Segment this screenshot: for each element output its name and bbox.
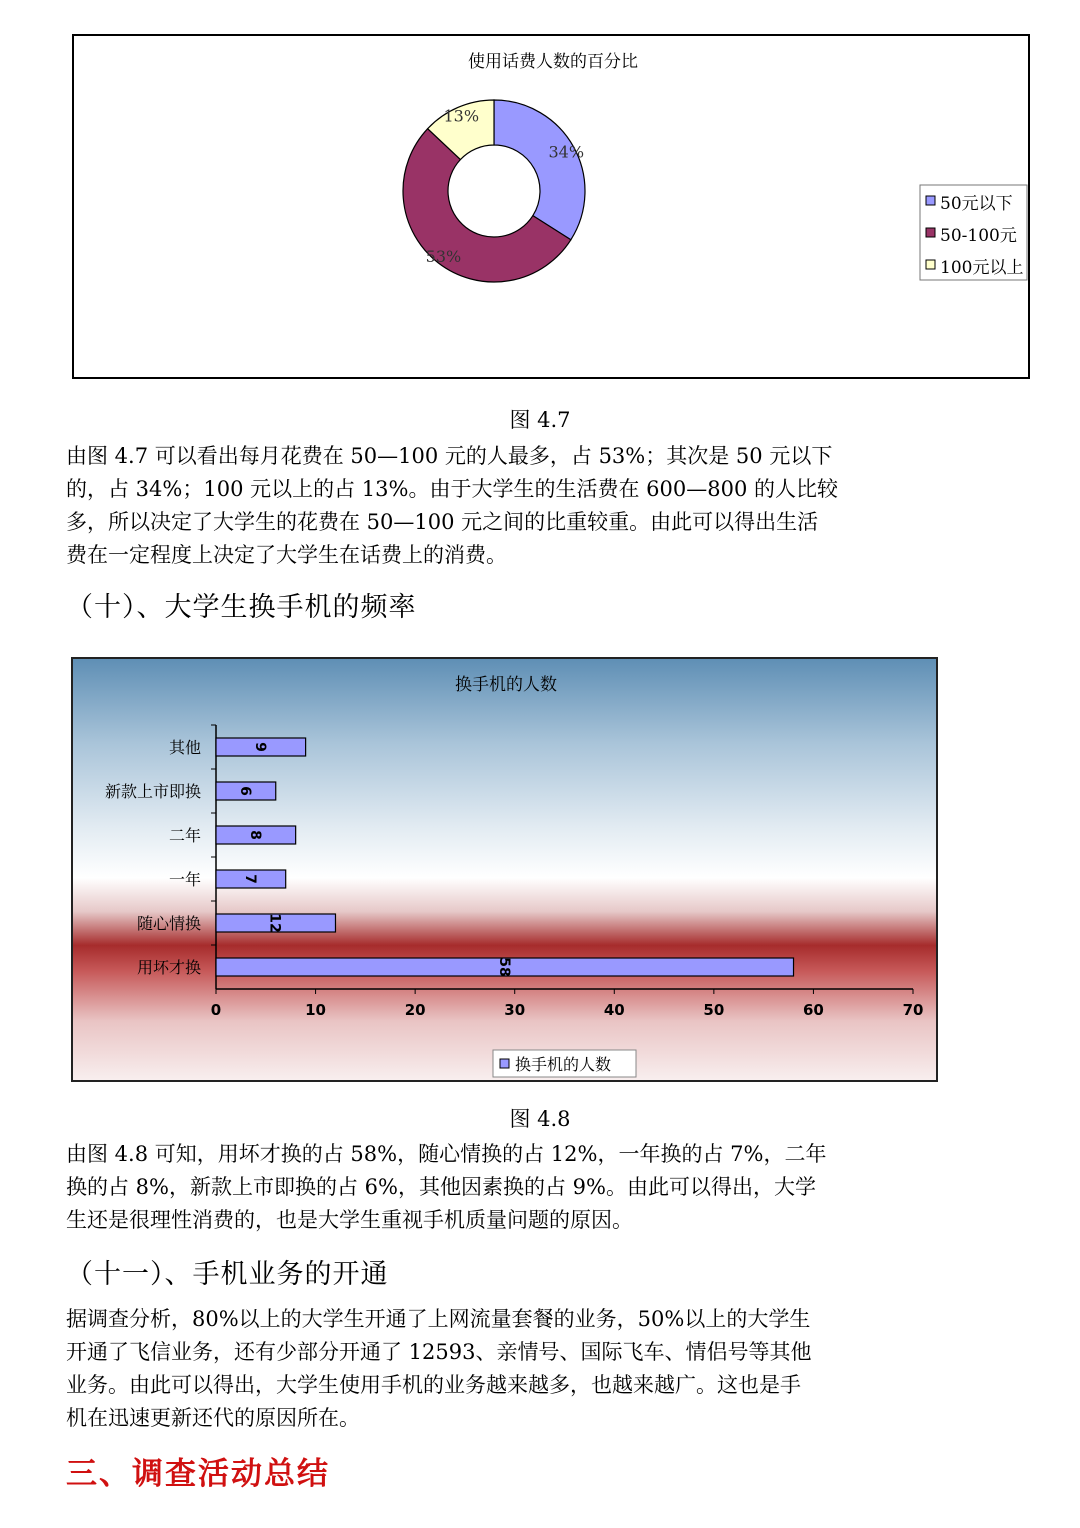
x-tick-label: 60 [802,1001,824,1019]
paragraph-line: 换的占 8%，新款上市即换的占 6%，其他因素换的占 9%。由此可以得出，大学 [66,1175,816,1199]
section-title-3: 三、调查活动总结 [66,1456,330,1492]
category-label: 二年 [168,826,201,845]
x-tick-label: 50 [703,1001,725,1019]
category-label: 随心情换 [136,914,201,933]
bar-chart [71,657,938,1082]
paragraph-line: 费在一定程度上决定了大学生在话费上的消费。 [66,543,507,567]
figure-caption-4-8: 图 4.8 [509,1107,571,1131]
legend-label: 50-100元 [940,226,1017,246]
x-tick-label: 10 [305,1001,327,1019]
legend-label: 50元以下 [940,194,1013,214]
paragraph-line: 开通了飞信业务，还有少部分开通了 12593、亲情号、国际飞车、情侣号等其他 [66,1340,812,1364]
doughnut-slice [494,100,585,240]
legend-label: 100元以上 [940,258,1024,278]
slice-label: 13% [443,106,480,126]
category-label: 其他 [168,738,201,757]
category-label: 新款上市即换 [104,782,201,801]
paragraph-4-8 [66,1138,950,1237]
bar-value-label: 8 [246,830,263,840]
x-tick-label: 30 [504,1001,526,1019]
paragraph-line: 机在迅速更新还代的原因所在。 [66,1406,360,1430]
paragraph-line: 生还是很理性消费的，也是大学生重视手机质量问题的原因。 [66,1208,633,1232]
paragraph-line: 据调查分析，80%以上的大学生开通了上网流量套餐的业务，50%以上的大学生 [66,1307,811,1331]
doughnut-chart [72,34,1030,379]
slice-label: 34% [548,142,585,162]
legend-swatch [926,196,935,205]
paragraph-4-7 [66,440,950,572]
doughnut-chart-svg [74,36,1032,381]
bar-chart-svg [73,659,938,1082]
legend-swatch [500,1059,509,1068]
bar-value-label: 7 [241,874,258,884]
legend-swatch [926,228,935,237]
x-tick-label: 20 [404,1001,426,1019]
x-tick-label: 40 [603,1001,625,1019]
category-label: 一年 [168,870,201,889]
legend-label: 换手机的人数 [515,1055,612,1074]
legend-swatch [926,260,935,269]
paragraph-line: 业务。由此可以得出，大学生使用手机的业务越来越多，也越来越广。这也是手 [66,1373,801,1397]
category-label: 用坏才换 [136,958,201,977]
section-heading-10: （十）、大学生换手机的频率 [66,592,417,623]
section-heading-11: （十一）、手机业务的开通 [66,1259,389,1290]
chart-title: 换手机的人数 [455,675,557,695]
paragraph-line: 由图 4.7 可以看出每月花费在 50—100 元的人最多，占 53%；其次是 50 元以下 [66,444,833,468]
bar-value-label: 12 [266,913,283,933]
bar-value-label: 6 [236,786,253,796]
paragraph-line: 的，占 34%；100 元以上的占 13%。由于大学生的生活费在 600—800 的人比较 [66,477,838,501]
bar-value-label: 9 [251,742,268,752]
paragraph-line: 由图 4.8 可知，用坏才换的占 58%，随心情换的占 12%，一年换的占 7%，二年 [66,1142,827,1166]
figure-caption-4-7: 图 4.7 [509,408,571,432]
bar-value-label: 58 [495,957,512,977]
paragraph-business [66,1303,950,1435]
chart-title: 使用话费人数的百分比 [468,52,638,72]
paragraph-line: 多，所以决定了大学生的花费在 50—100 元之间的比重较重。由此可以得出生活 [66,510,819,534]
x-tick-label: 0 [210,1001,222,1019]
slice-label: 53% [425,247,462,267]
x-tick-label: 70 [902,1001,924,1019]
